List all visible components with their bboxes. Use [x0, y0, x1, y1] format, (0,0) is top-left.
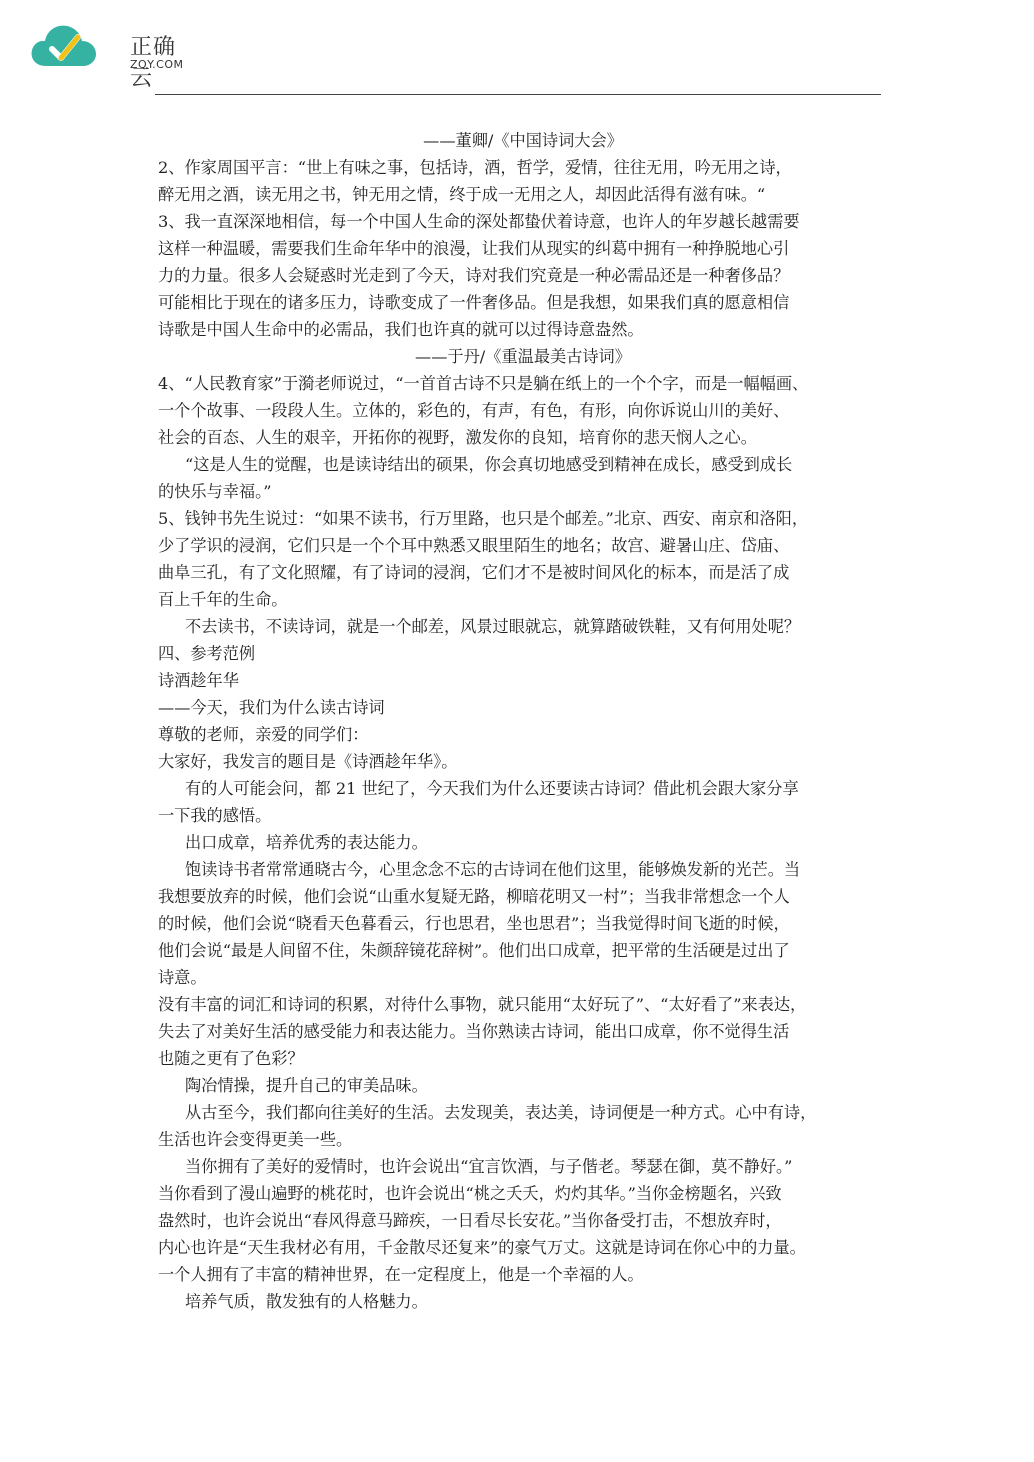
text-line: 出口成章，培养优秀的表达能力。: [185, 833, 428, 852]
text-line: 一下我的感悟。: [158, 806, 272, 825]
text-line: 没有丰富的词汇和诗词的积累，对待什么事物，就只能用“太好玩了”、“太好看了”来表达，: [158, 995, 807, 1014]
text-line: 培养气质，散发独有的人格魅力。: [185, 1292, 428, 1311]
header-divider: [155, 94, 881, 95]
text-line: 不去读书，不读诗词，就是一个邮差，风景过眼就忘，就算踏破铁鞋，又有何用处呢？: [185, 617, 801, 636]
text-line: 诗意。: [158, 968, 207, 987]
text-line: 大家好，我发言的题目是《诗酒趁年华》。: [158, 752, 458, 771]
text-line: 4、“人民教育家”于漪老师说过，“一首首古诗不只是躺在纸上的一个个字，而是一幅幅画、: [158, 374, 809, 393]
text-line: 当你拥有了美好的爱情时，也许会说出“宜言饮酒，与子偕老。琴瑟在御，莫不静好。”: [185, 1157, 793, 1176]
text-line: 力的力量。很多人会疑惑时光走到了今天，诗对我们究竟是一种必需品还是一种奢侈品？: [158, 266, 790, 285]
brand-name: 正确云: [130, 35, 177, 91]
text-line: 2、作家周国平言：“世上有味之事，包括诗，酒，哲学，爱情，往往无用，吟无用之诗，: [158, 158, 792, 177]
text-line: 盎然时，也许会说出“春风得意马蹄疾，一日看尽长安花。”当你备受打击，不想放弃时，: [158, 1211, 782, 1230]
text-line: 饱读诗书者常常通晓古今，心里念念不忘的古诗词在他们这里，能够焕发新的光芒。当: [185, 860, 801, 879]
text-line: 5、钱钟书先生说过：“如果不读书，行万里路，也只是个邮差。”北京、西安、南京和洛阳，: [158, 509, 809, 528]
zqy-logo: [30, 22, 190, 91]
text-line: 3、我一直深深地相信，每一个中国人生命的深处都蛰伏着诗意，也许人的年岁越长越需要: [158, 212, 800, 231]
text-line: 可能相比于现在的诸多压力，诗歌变成了一件奢侈品。但是我想，如果我们真的愿意相信: [158, 293, 790, 312]
text-line: ——董卿/《中国诗词大会》: [423, 131, 623, 150]
text-line: 醉无用之酒，读无用之书，钟无用之情，终于成一无用之人，却因此活得有滋有味。“: [158, 185, 766, 204]
cloud-check-logo-icon: [30, 22, 98, 72]
text-line: 也随之更有了色彩？: [158, 1049, 304, 1068]
text-line: 曲阜三孔，有了文化照耀，有了诗词的浸润，它们才不是被时间风化的标本，而是活了成: [158, 563, 790, 582]
text-line: 诗歌是中国人生命中的必需品，我们也许真的就可以过得诗意盎然。: [158, 320, 644, 339]
text-line: 我想要放弃的时候，他们会说“山重水复疑无路，柳暗花明又一村”；当我非常想念一个人: [158, 887, 790, 906]
text-line: 少了学识的浸润，它们只是一个个耳中熟悉又眼里陌生的地名；故宫、避暑山庄、岱庙、: [158, 536, 790, 555]
text-line: 尊敬的老师，亲爱的同学们：: [158, 725, 369, 744]
brand-domain: ZQY.COM: [130, 58, 184, 71]
text-line: 失去了对美好生活的感受能力和表达能力。当你熟读古诗词，能出口成章，你不觉得生活: [158, 1022, 790, 1041]
text-line: 陶冶情操，提升自己的审美品味。: [185, 1076, 428, 1095]
text-line: 社会的百态、人生的艰辛，开拓你的视野，激发你的良知，培育你的悲天悯人之心。: [158, 428, 757, 447]
text-line: ——于丹/《重温最美古诗词》: [415, 347, 631, 366]
text-line: 诗酒趁年华: [158, 671, 239, 690]
text-line: 他们会说“最是人间留不住，朱颜辞镜花辞树”。他们出口成章，把平常的生活硬是过出了: [158, 941, 790, 960]
text-line: 一个个故事、一段段人生。立体的，彩色的，有声，有色，有形，向你诉说山川的美好、: [158, 401, 790, 420]
text-line: 当你看到了漫山遍野的桃花时，也许会说出“桃之夭夭，灼灼其华。”当你金榜题名，兴致: [158, 1184, 782, 1203]
text-line: 生活也许会变得更美一些。: [158, 1130, 353, 1149]
text-line: “这是人生的觉醒，也是读诗结出的硕果，你会真切地感受到精神在成长，感受到成长: [185, 455, 793, 474]
document-body: [158, 127, 888, 1315]
text-line: 一个人拥有了丰富的精神世界，在一定程度上，他是一个幸福的人。: [158, 1265, 644, 1284]
text-line: 的时候，他们会说“晓看天色暮看云，行也思君，坐也思君”；当我觉得时间飞逝的时候，: [158, 914, 790, 933]
text-line: 这样一种温暖，需要我们生命年华中的浪漫，让我们从现实的纠葛中拥有一种挣脱地心引: [158, 239, 790, 258]
text-line: 的快乐与幸福。”: [158, 482, 272, 501]
text-line: 有的人可能会问，都 21 世纪了，今天我们为什么还要读古诗词？借此机会跟大家分享: [185, 779, 799, 798]
text-line: 四、参考范例: [158, 644, 256, 663]
text-line: 百上千年的生命。: [158, 590, 288, 609]
text-line: ——今天，我们为什么读古诗词: [158, 698, 385, 717]
text-line: 内心也许是“天生我材必有用，千金散尽还复来”的豪气万丈。这就是诗词在你心中的力量。: [158, 1238, 806, 1257]
text-line: 从古至今，我们都向往美好的生活。去发现美，表达美，诗词便是一种方式。心中有诗，: [185, 1103, 817, 1122]
